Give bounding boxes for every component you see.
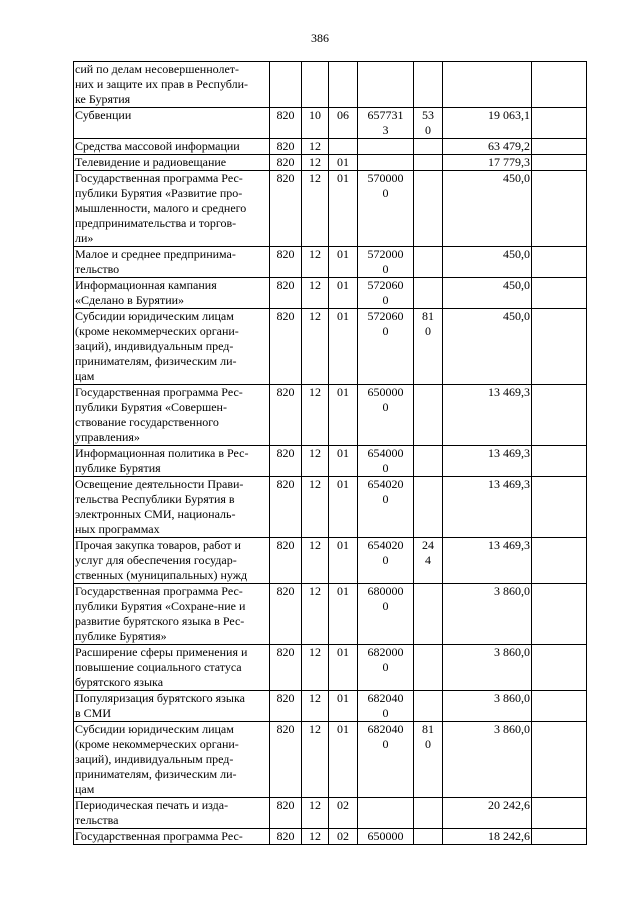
target-article-cell <box>358 139 414 155</box>
empty-cell <box>532 247 587 278</box>
expense-type-cell: 24 4 <box>414 538 443 584</box>
ministry-code-cell: 820 <box>270 538 302 584</box>
amount-cell: 13 469,3 <box>443 538 532 584</box>
amount-cell <box>443 62 532 108</box>
expense-type-cell <box>414 385 443 446</box>
section-code-cell: 12 <box>302 309 329 385</box>
subsection-code-cell: 01 <box>329 722 358 798</box>
expense-type-cell <box>414 171 443 247</box>
ministry-code-cell: 820 <box>270 247 302 278</box>
row-name-cell: Субсидии юридическим лицам (кроме некоммерческих органи- заций), индивидуальным пред- принимателям, физическим ли- цам <box>74 722 270 798</box>
expense-type-cell <box>414 645 443 691</box>
amount-cell: 20 242,6 <box>443 798 532 829</box>
expense-type-cell <box>414 62 443 108</box>
amount-cell: 450,0 <box>443 309 532 385</box>
budget-table <box>73 61 587 845</box>
subsection-code-cell: 02 <box>329 798 358 829</box>
target-article-cell <box>358 62 414 108</box>
ministry-code-cell: 820 <box>270 477 302 538</box>
table-row <box>74 477 587 538</box>
ministry-code-cell: 820 <box>270 171 302 247</box>
subsection-code-cell: 01 <box>329 477 358 538</box>
expense-type-cell <box>414 139 443 155</box>
ministry-code-cell <box>270 62 302 108</box>
table-row <box>74 385 587 446</box>
target-article-cell: 650000 0 <box>358 385 414 446</box>
empty-cell <box>532 645 587 691</box>
subsection-code-cell: 01 <box>329 247 358 278</box>
target-article-cell: 650000 <box>358 829 414 845</box>
ministry-code-cell: 820 <box>270 691 302 722</box>
section-code-cell: 12 <box>302 247 329 278</box>
amount-cell: 63 479,2 <box>443 139 532 155</box>
amount-cell: 19 063,1 <box>443 108 532 139</box>
table-row <box>74 722 587 798</box>
row-name-cell: Телевидение и радиовещание <box>74 155 270 171</box>
expense-type-cell <box>414 829 443 845</box>
expense-type-cell <box>414 446 443 477</box>
subsection-code-cell: 02 <box>329 829 358 845</box>
empty-cell <box>532 829 587 845</box>
section-code-cell: 12 <box>302 385 329 446</box>
expense-type-cell: 53 0 <box>414 108 443 139</box>
target-article-cell: 570000 0 <box>358 171 414 247</box>
empty-cell <box>532 446 587 477</box>
table-row <box>74 584 587 645</box>
table-row <box>74 108 587 139</box>
target-article-cell: 654000 0 <box>358 446 414 477</box>
row-name-cell: Субвенции <box>74 108 270 139</box>
empty-cell <box>532 139 587 155</box>
expense-type-cell <box>414 798 443 829</box>
amount-cell: 3 860,0 <box>443 645 532 691</box>
empty-cell <box>532 155 587 171</box>
subsection-code-cell <box>329 62 358 108</box>
ministry-code-cell: 820 <box>270 309 302 385</box>
table-row <box>74 829 587 845</box>
amount-cell: 13 469,3 <box>443 477 532 538</box>
empty-cell <box>532 584 587 645</box>
table-row <box>74 446 587 477</box>
target-article-cell: 682040 0 <box>358 691 414 722</box>
table-row <box>74 278 587 309</box>
table-row <box>74 691 587 722</box>
expense-type-cell <box>414 584 443 645</box>
empty-cell <box>532 538 587 584</box>
ministry-code-cell: 820 <box>270 722 302 798</box>
page-number: 386 <box>311 31 329 45</box>
subsection-code-cell: 01 <box>329 691 358 722</box>
ministry-code-cell: 820 <box>270 584 302 645</box>
expense-type-cell <box>414 278 443 309</box>
section-code-cell: 12 <box>302 278 329 309</box>
row-name-cell: Государственная программа Рес- публики Бурятия «Совершен- ствование государственного управления» <box>74 385 270 446</box>
target-article-cell: 654020 0 <box>358 477 414 538</box>
target-article-cell: 682000 0 <box>358 645 414 691</box>
subsection-code-cell: 01 <box>329 171 358 247</box>
section-code-cell: 12 <box>302 584 329 645</box>
section-code-cell: 12 <box>302 139 329 155</box>
section-code-cell: 12 <box>302 477 329 538</box>
empty-cell <box>532 62 587 108</box>
amount-cell: 450,0 <box>443 171 532 247</box>
row-name-cell: Средства массовой информации <box>74 139 270 155</box>
target-article-cell: 657731 3 <box>358 108 414 139</box>
expense-type-cell <box>414 477 443 538</box>
target-article-cell: 654020 0 <box>358 538 414 584</box>
table-row <box>74 155 587 171</box>
section-code-cell: 12 <box>302 171 329 247</box>
ministry-code-cell: 820 <box>270 829 302 845</box>
empty-cell <box>532 108 587 139</box>
amount-cell: 3 860,0 <box>443 691 532 722</box>
subsection-code-cell: 01 <box>329 309 358 385</box>
empty-cell <box>532 477 587 538</box>
ministry-code-cell: 820 <box>270 385 302 446</box>
table-row <box>74 538 587 584</box>
row-name-cell: Малое и среднее предпринима- тельство <box>74 247 270 278</box>
empty-cell <box>532 171 587 247</box>
expense-type-cell: 81 0 <box>414 309 443 385</box>
table-row <box>74 247 587 278</box>
target-article-cell <box>358 798 414 829</box>
expense-type-cell <box>414 155 443 171</box>
target-article-cell: 572060 0 <box>358 278 414 309</box>
section-code-cell: 12 <box>302 538 329 584</box>
expense-type-cell <box>414 691 443 722</box>
table-row <box>74 139 587 155</box>
empty-cell <box>532 691 587 722</box>
section-code-cell: 12 <box>302 798 329 829</box>
table-row <box>74 645 587 691</box>
amount-cell: 13 469,3 <box>443 446 532 477</box>
table-row <box>74 171 587 247</box>
empty-cell <box>532 278 587 309</box>
target-article-cell: 680000 0 <box>358 584 414 645</box>
section-code-cell <box>302 62 329 108</box>
subsection-code-cell <box>329 139 358 155</box>
empty-cell <box>532 385 587 446</box>
amount-cell: 3 860,0 <box>443 722 532 798</box>
target-article-cell: 682040 0 <box>358 722 414 798</box>
ministry-code-cell: 820 <box>270 798 302 829</box>
expense-type-cell: 81 0 <box>414 722 443 798</box>
row-name-cell: Освещение деятельности Прави- тельства Республики Бурятия в электронных СМИ, националь- ных программах <box>74 477 270 538</box>
empty-cell <box>532 309 587 385</box>
amount-cell: 450,0 <box>443 278 532 309</box>
row-name-cell: Государственная программа Рес- публики Бурятия «Сохране-ние и развитие бурятского языка в Рес- публике Бурятия» <box>74 584 270 645</box>
section-code-cell: 12 <box>302 722 329 798</box>
row-name-cell: сий по делам несовершеннолет- них и защите их прав в Республи- ке Бурятия <box>74 62 270 108</box>
ministry-code-cell: 820 <box>270 108 302 139</box>
amount-cell: 18 242,6 <box>443 829 532 845</box>
section-code-cell: 10 <box>302 108 329 139</box>
table-row <box>74 309 587 385</box>
amount-cell: 3 860,0 <box>443 584 532 645</box>
subsection-code-cell: 01 <box>329 645 358 691</box>
subsection-code-cell: 01 <box>329 155 358 171</box>
ministry-code-cell: 820 <box>270 446 302 477</box>
row-name-cell: Информационная кампания «Сделано в Бурятии» <box>74 278 270 309</box>
target-article-cell: 572060 0 <box>358 309 414 385</box>
amount-cell: 17 779,3 <box>443 155 532 171</box>
subsection-code-cell: 01 <box>329 446 358 477</box>
section-code-cell: 12 <box>302 829 329 845</box>
subsection-code-cell: 01 <box>329 538 358 584</box>
section-code-cell: 12 <box>302 446 329 477</box>
subsection-code-cell: 06 <box>329 108 358 139</box>
row-name-cell: Популяризация бурятского языка в СМИ <box>74 691 270 722</box>
target-article-cell: 572000 0 <box>358 247 414 278</box>
ministry-code-cell: 820 <box>270 645 302 691</box>
row-name-cell: Информационная политика в Рес- публике Бурятия <box>74 446 270 477</box>
ministry-code-cell: 820 <box>270 278 302 309</box>
empty-cell <box>532 722 587 798</box>
subsection-code-cell: 01 <box>329 584 358 645</box>
section-code-cell: 12 <box>302 155 329 171</box>
table-row <box>74 62 587 108</box>
ministry-code-cell: 820 <box>270 139 302 155</box>
row-name-cell: Государственная программа Рес- публики Бурятия «Развитие про- мышленности, малого и среднего предпринимательства и торгов- ли» <box>74 171 270 247</box>
row-name-cell: Периодическая печать и изда- тельства <box>74 798 270 829</box>
section-code-cell: 12 <box>302 645 329 691</box>
empty-cell <box>532 798 587 829</box>
expense-type-cell <box>414 247 443 278</box>
subsection-code-cell: 01 <box>329 385 358 446</box>
table-row <box>74 798 587 829</box>
section-code-cell: 12 <box>302 691 329 722</box>
row-name-cell: Субсидии юридическим лицам (кроме некоммерческих органи- заций), индивидуальным пред- принимателям, физическим ли- цам <box>74 309 270 385</box>
amount-cell: 450,0 <box>443 247 532 278</box>
ministry-code-cell: 820 <box>270 155 302 171</box>
amount-cell: 13 469,3 <box>443 385 532 446</box>
row-name-cell: Государственная программа Рес- <box>74 829 270 845</box>
row-name-cell: Расширение сферы применения и повышение социального статуса бурятского языка <box>74 645 270 691</box>
subsection-code-cell: 01 <box>329 278 358 309</box>
target-article-cell <box>358 155 414 171</box>
row-name-cell: Прочая закупка товаров, работ и услуг для обеспечения государ- ственных (муниципальных) нужд <box>74 538 270 584</box>
